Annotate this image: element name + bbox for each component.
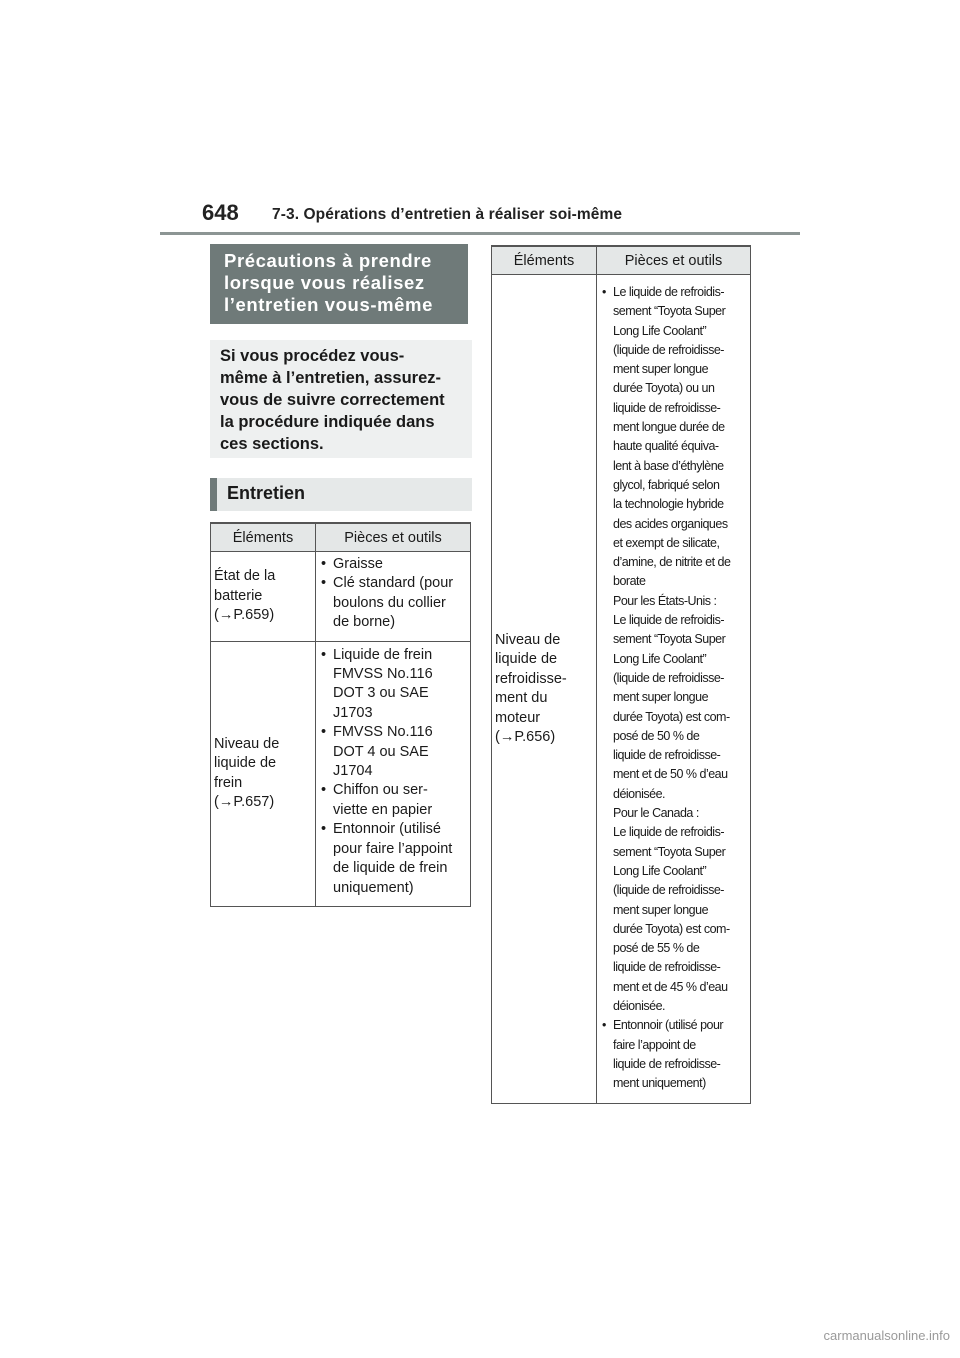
precautions-heading-line: Précautions à prendre [224,250,432,271]
item-line: moteur [495,709,541,726]
tool-line: durée Toyota) ou un [613,381,715,396]
tool-line: lent à base d’éthylène [613,458,724,473]
tools-cell [597,275,751,1104]
tool-line: ment uniquement) [613,1076,706,1091]
list-item [599,1016,748,1093]
page-number: 648 [202,200,239,225]
item-line: frein [214,774,243,791]
table-row [211,552,471,642]
entretien-heading: Entretien [210,478,472,511]
item-cell [211,641,316,906]
item-cell [211,552,316,642]
column-header-items: Éléments [211,523,316,552]
tool-line: (liquide de refroidisse- [613,670,724,685]
tool-line: (liquide de refroidisse- [613,342,724,357]
table-header-row [492,246,751,275]
tool-line: Pour les États-Unis : [613,593,717,608]
maintenance-table-right [491,245,751,1104]
item-line: (→P.657) [214,794,275,811]
tool-line: • Le liquide de refroidis- [613,285,724,299]
column-header-tools: Pièces et outils [316,523,471,552]
intro-line: Si vous procédez vous- [220,347,405,365]
tool-line: DOT 3 ou SAE [333,685,429,702]
watermark [0,1328,960,1343]
tool-line: sement “Toyota Super [613,844,726,859]
tool-line: viette en papier [333,801,433,818]
intro-line: la procédure indiquée dans [220,413,435,431]
tool-line: liquide de refroidisse- [613,748,721,763]
tool-line: durée Toyota) est com- [613,921,730,936]
tool-line: sement “Toyota Super [613,632,726,647]
intro-line: ces sections. [220,435,324,453]
tool-line: sement “Toyota Super [613,304,726,319]
table-row [492,275,751,1104]
intro-line: même à l’entretien, assurez- [220,369,442,387]
tool-line: Long Life Coolant” [613,323,707,338]
tool-line: des acides organiques [613,516,728,531]
list-item [317,820,466,898]
table-header-row [211,523,471,552]
tool-line: J1704 [333,763,373,780]
tool-line: posé de 50 % de [613,728,700,743]
list-item [317,555,466,574]
section-title: 7-3. Opérations d’entretien à réaliser soi-même [272,206,623,223]
list-item [317,646,466,724]
tool-line: la technologie hybride [613,497,724,512]
tool-line: ment super longue [613,362,709,377]
tool-line: boulons du collier [333,594,446,611]
precautions-heading [210,244,468,324]
header-divider [160,232,800,235]
item-line: refroidisse- [495,670,567,687]
tool-line: J1703 [333,704,373,721]
tool-line: Long Life Coolant” [613,651,707,666]
intro-note [210,340,472,458]
tool-line: pour faire l’appoint [333,840,453,857]
tool-line: et exempt de silicate, [613,535,720,550]
maintenance-table-left [210,522,471,907]
tool-line: • Entonnoir (utilisé pour [613,1018,724,1033]
tool-line: ment et de 50 % d’eau [613,767,728,782]
list-item [317,723,466,781]
item-line: Niveau de [495,632,561,649]
tool-line: déionisée. [613,998,665,1013]
tool-line: Le liquide de refroidis- [613,613,724,628]
tool-line: liquide de refroidisse- [613,1056,721,1071]
tool-line: uniquement) [333,879,414,896]
column-header-tools: Pièces et outils [597,246,751,275]
item-line: batterie [214,587,263,604]
intro-line: vous de suivre correctement [220,391,445,409]
tool-line: (liquide de refroidisse- [613,883,724,898]
tool-line: Le liquide de refroidis- [613,825,724,840]
tool-line: glycol, fabriqué selon [613,477,720,492]
tool-line: borate [613,574,646,589]
tool-line: FMVSS No.116 [333,666,433,683]
item-line: État de la [214,568,276,585]
tool-line: déionisée. [613,786,665,801]
tool-line: Entonnoir (utilisé [333,821,441,838]
tool-line: liquide de refroidisse- [613,400,721,415]
tool-line: Pour le Canada : [613,806,699,821]
item-line: (→P.659) [214,607,275,624]
tools-cell [316,552,471,642]
item-line: liquide de [495,651,558,668]
tool-line: de borne) [333,614,396,631]
item-line: ment du [495,690,548,707]
tool-line: Graisse [333,556,383,572]
tool-line: liquide de refroidisse- [613,960,721,975]
tool-line: posé de 55 % de [613,941,700,956]
tool-line: ment super longue [613,902,709,917]
tool-line: haute qualité équiva- [613,439,719,454]
tool-line: Clé standard (pour [333,575,454,592]
list-item [317,574,466,632]
tool-line: FMVSS No.116 [333,724,433,741]
tool-line: faire l’appoint de [613,1037,696,1052]
watermark-text: carmanualsonline.info [823,1328,950,1343]
tool-line: ment et de 45 % d’eau [613,979,728,994]
precautions-heading-line: l’entretien vous-même [224,294,433,315]
precautions-heading-line: lorsque vous réalisez [224,272,425,293]
item-line: Niveau de [214,735,280,752]
tool-line: ment longue durée de [613,420,725,435]
item-line: (→P.656) [495,729,556,746]
table-row [211,641,471,906]
tool-line: durée Toyota) est com- [613,709,730,724]
item-cell [492,275,597,1104]
tools-cell [316,641,471,906]
tool-line: Long Life Coolant” [613,863,707,878]
tool-line: de liquide de frein [333,860,448,877]
list-item [599,283,748,1016]
tool-line: Liquide de frein [333,646,433,663]
column-header-items: Éléments [492,246,597,275]
tool-line: DOT 4 ou SAE [333,743,429,760]
list-item [317,781,466,820]
tool-line: ment super longue [613,690,709,705]
item-line: liquide de [214,755,277,772]
tool-line: d’amine, de nitrite et de [613,555,731,570]
tool-line: Chiffon ou ser- [333,782,428,799]
